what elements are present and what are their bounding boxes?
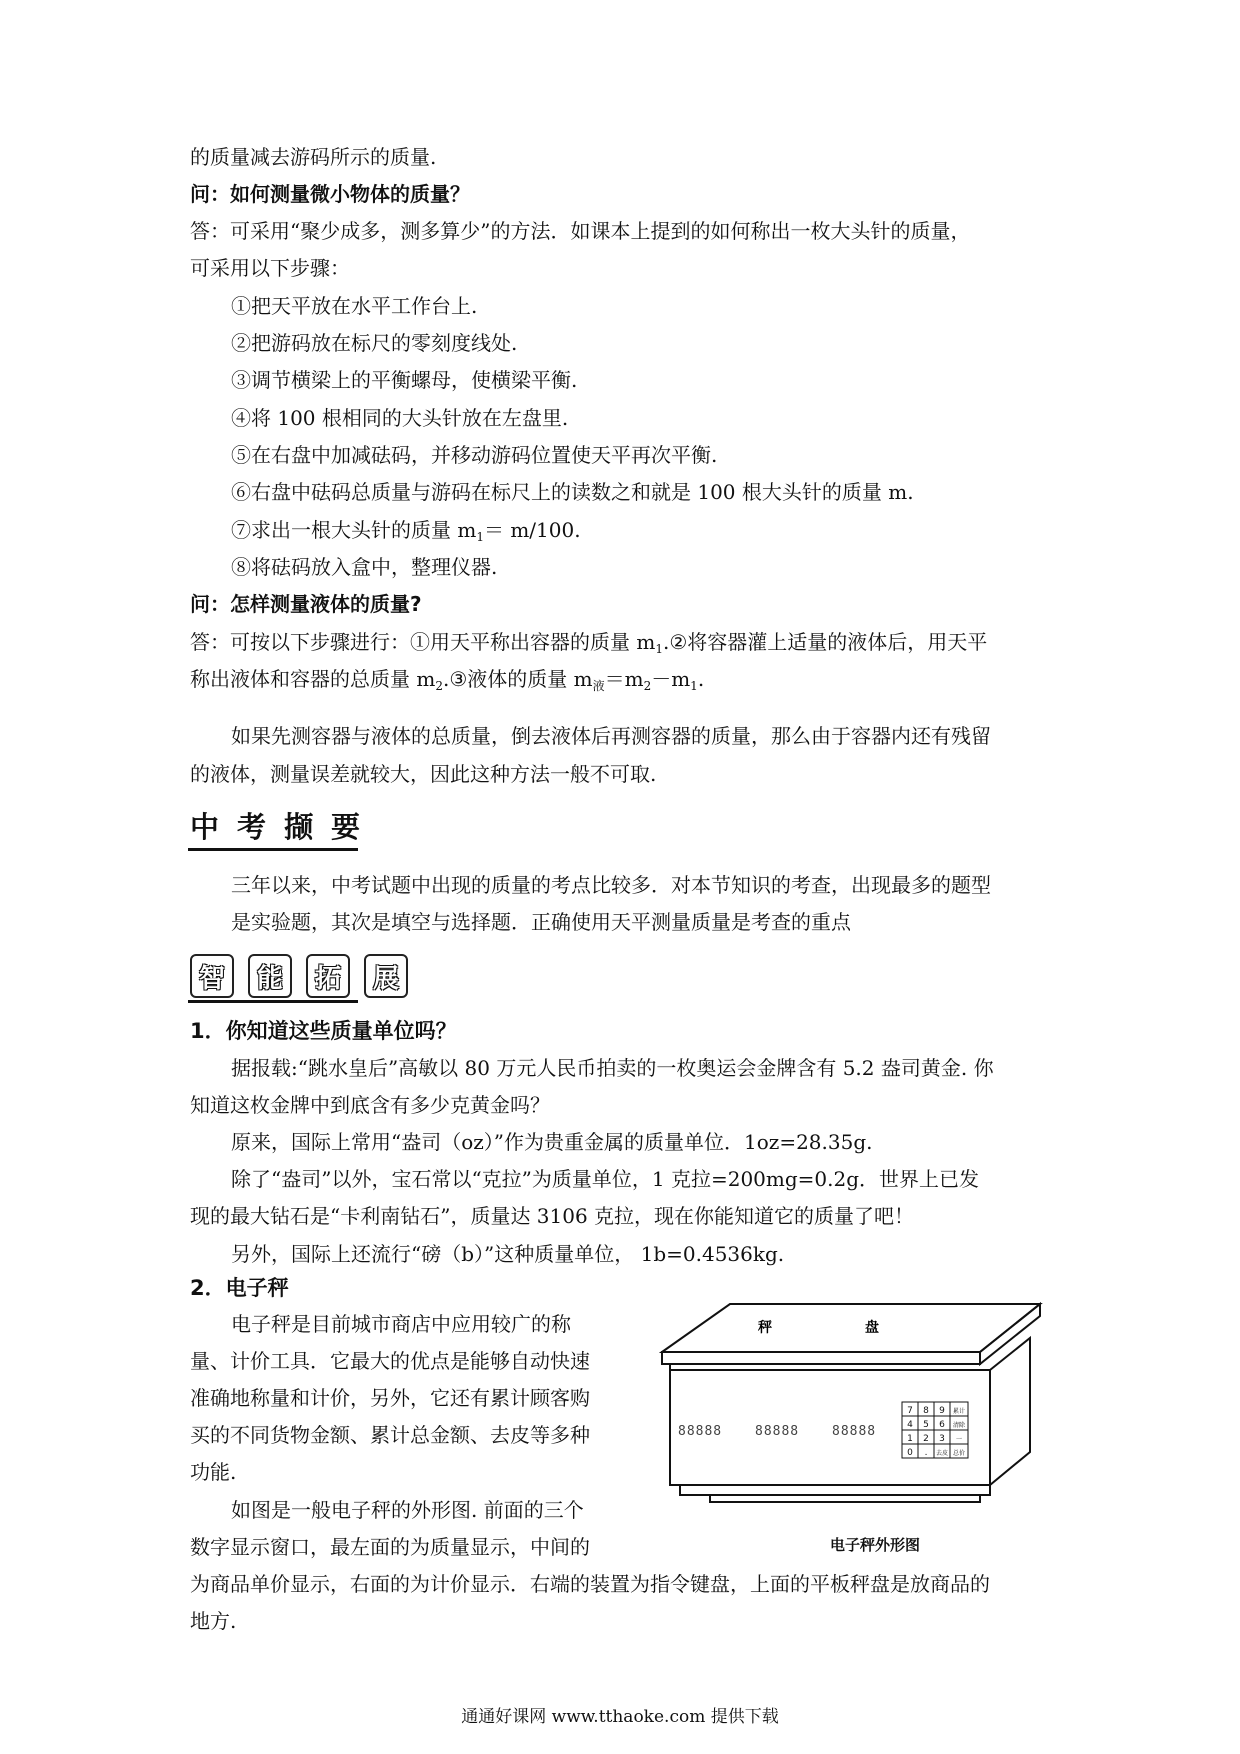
step-item: ④将 100 根相同的大头针放在左盘里.	[231, 406, 569, 430]
step-item: ⑥右盘中砝码总质量与游码在标尺上的读数之和就是 100 根大头针的质量 m.	[231, 480, 914, 504]
paragraph-line: 功能.	[190, 1460, 237, 1484]
subscript: 2	[643, 679, 652, 693]
paragraph-line: 的液体，测量误差就较大，因此这种方法一般不可取.	[190, 762, 657, 786]
paragraph-line: 电子秤是目前城市商店中应用较广的称	[231, 1312, 571, 1336]
paragraph-line: 除了“盎司”以外，宝石常以“克拉”为质量单位，1 克拉=200mg=0.2g．世界上已发	[231, 1167, 980, 1191]
title-char: 展	[364, 954, 408, 998]
step-item: ⑤在右盘中加减砝码，并移动游码位置使天平再次平衡.	[231, 443, 718, 467]
answer-text: ＝m	[604, 667, 644, 691]
pan-label: 秤	[758, 1320, 772, 1336]
title-char: 拓	[306, 954, 350, 998]
title-char: 能	[248, 954, 292, 998]
paragraph-line: 买的不同货物金额、累计总金额、去皮等多种	[190, 1423, 590, 1447]
answer-text: .	[697, 667, 705, 691]
scale-body-side	[990, 1338, 1030, 1485]
paragraph-line: 量、计价工具．它最大的优点是能够自动快速	[190, 1349, 590, 1373]
step-item: ③调节横梁上的平衡螺母，使横梁平衡.	[231, 368, 578, 392]
key: 累计	[952, 1408, 966, 1415]
title-char: 智	[190, 954, 234, 998]
answer-text: 称出液体和容器的总质量 m	[190, 667, 436, 691]
answer-text: .③液体的质量 m	[442, 667, 593, 691]
step-item: ⑧将砝码放入盒中，整理仪器.	[231, 555, 498, 579]
paragraph-line: 如果先测容器与液体的总质量，倒去液体后再测容器的质量，那么由于容器内还有残留	[231, 724, 991, 748]
answer-text: －m	[651, 667, 691, 691]
paragraph-line: 现的最大钻石是“卡利南钻石”，质量达 3106 克拉，现在你能知道它的质量了吧！	[190, 1204, 915, 1228]
subsection-heading: 2．电子秤	[190, 1276, 289, 1300]
answer-line	[190, 661, 1060, 705]
subscript: 1	[655, 642, 663, 656]
key: 7	[907, 1406, 913, 1416]
key: 清除	[952, 1422, 966, 1429]
answer-line: 可采用以下步骤：	[190, 256, 350, 280]
key: 0	[907, 1448, 913, 1458]
subscript: 液	[592, 679, 605, 693]
electronic-scale-figure	[650, 1290, 1045, 1520]
subscript: 1	[476, 530, 484, 544]
scale-pan-top	[662, 1304, 1040, 1352]
key: 一	[955, 1436, 963, 1443]
paragraph-line: 知道这枚金牌中到底含有多少克黄金吗？	[190, 1093, 550, 1117]
scale-pan-edge	[662, 1352, 980, 1364]
answer-text: 答：可按以下步骤进行：①用天平称出容器的质量 m	[190, 630, 656, 654]
question-heading: 问：怎样测量液体的质量?	[190, 592, 422, 616]
total-price-display: 88888	[832, 1424, 877, 1439]
paragraph-line: 如图是一般电子秤的外形图. 前面的三个	[231, 1498, 584, 1522]
key: 9	[939, 1406, 945, 1416]
key: .	[924, 1448, 928, 1458]
key: 5	[923, 1420, 929, 1430]
key: 6	[939, 1420, 945, 1430]
subscript: 1	[690, 679, 698, 693]
key: 3	[939, 1434, 945, 1444]
step-text: ⑦求出一根大头针的质量 m	[231, 518, 477, 542]
subscript: 2	[435, 679, 443, 693]
section-title: 中考撷要	[190, 810, 379, 844]
step-item: ①把天平放在水平工作台上.	[231, 294, 478, 318]
key: 2	[923, 1434, 929, 1444]
answer-text: .②将容器灌上适量的液体后，用天平	[662, 630, 988, 654]
figure-caption: 电子秤外形图	[830, 1536, 921, 1554]
key: 8	[923, 1406, 929, 1416]
step-item: ②把游码放在标尺的零刻度线处.	[231, 331, 518, 355]
weight-display: 88888	[678, 1424, 723, 1439]
paragraph-line: 三年以来，中考试题中出现的质量的考点比较多．对本节知识的考查，出现最多的题型	[231, 873, 991, 897]
paragraph-line: 原来，国际上常用“盎司（oz）”作为贵重金属的质量单位．1oz=28.35g.	[231, 1130, 873, 1154]
title-underline	[188, 848, 358, 851]
key: 去皮	[935, 1450, 949, 1457]
pan-label: 盘	[865, 1320, 879, 1336]
question-heading: 问：如何测量微小物体的质量？	[190, 182, 470, 206]
paragraph-line: 另外，国际上还流行“磅（b）”这种质量单位， 1b=0.4536kg.	[231, 1242, 785, 1266]
key: 1	[907, 1434, 913, 1444]
paragraph-line: 地方.	[190, 1609, 237, 1633]
paragraph-line: 是实验题，其次是填空与选择题．正确使用天平测量质量是考查的重点	[231, 910, 851, 934]
step-text: ＝ m/100.	[483, 518, 581, 542]
section-title-outlined	[190, 954, 408, 998]
key: 4	[907, 1420, 913, 1430]
unit-price-display: 88888	[755, 1424, 800, 1439]
answer-line: 答：可采用“聚少成多，测多算少”的方法．如课本上提到的如何称出一枚大头针的质量，	[190, 219, 971, 243]
paragraph-line: 为商品单价显示，右面的为计价显示．右端的装置为指令键盘，上面的平板秤盘是放商品的	[190, 1572, 990, 1596]
page-footer: 通通好课网 www.tthaoke.com 提供下载	[461, 1707, 779, 1727]
key: 总价	[952, 1450, 966, 1457]
paragraph-line: 准确地称量和计价，另外，它还有累计顾客购	[190, 1386, 590, 1410]
paragraph-line: 据报载:“跳水皇后”高敏以 80 万元人民币拍卖的一枚奥运会金牌含有 5.2 盎司黄金. 你	[231, 1056, 994, 1080]
paragraph-line: 数字显示窗口，最左面的为质量显示，中间的	[190, 1535, 590, 1559]
paragraph-line: 的质量减去游码所示的质量.	[190, 145, 437, 169]
title-underline	[188, 1000, 358, 1003]
subsection-heading: 1．你知道这些质量单位吗？	[190, 1019, 457, 1043]
